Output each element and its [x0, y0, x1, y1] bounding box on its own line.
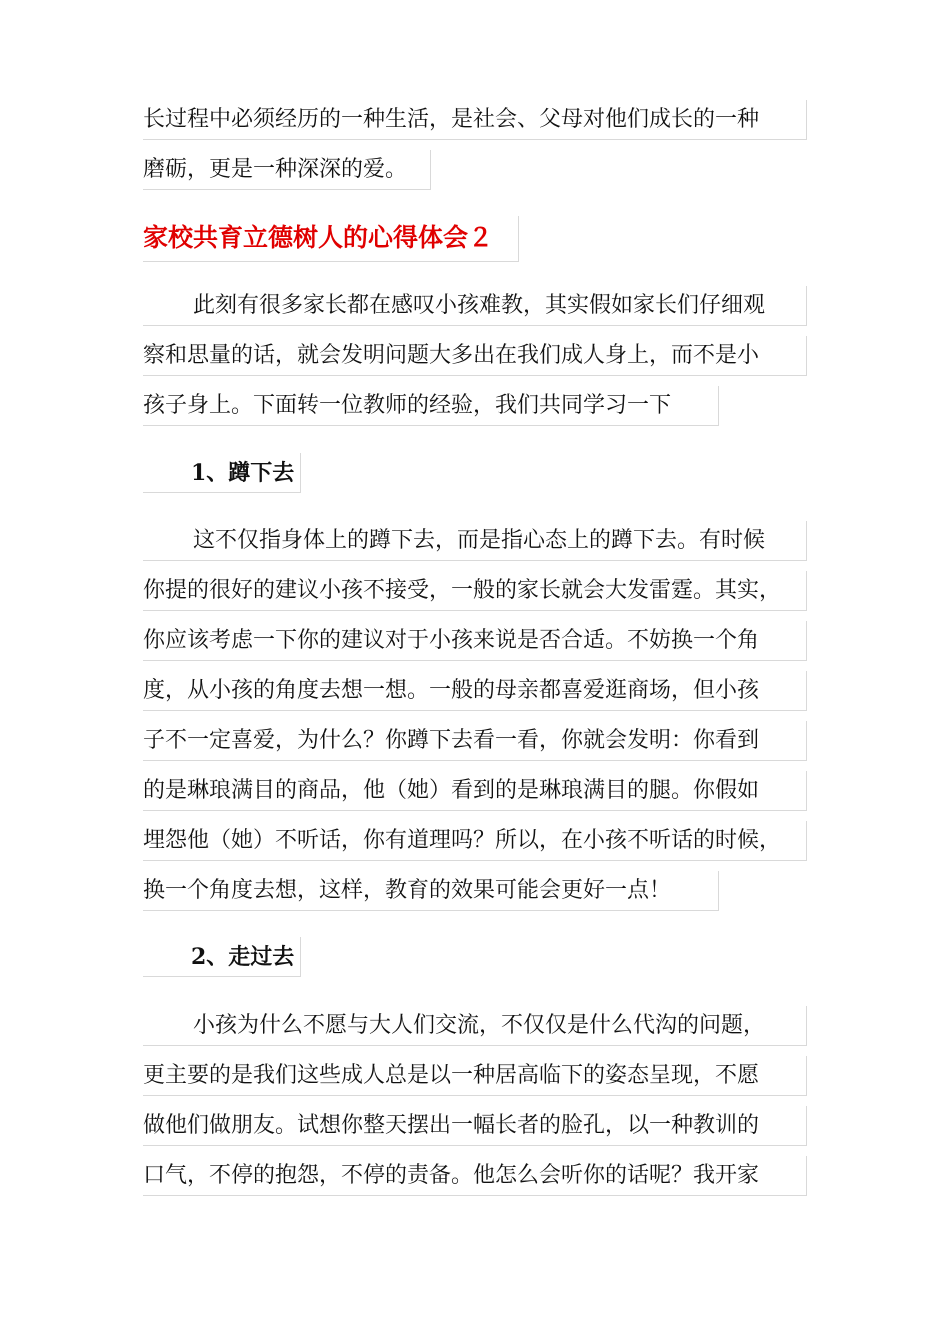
- intro-line: 长过程中必须经历的一种生活，是社会、父母对他们成长的一种: [143, 100, 807, 140]
- paragraph-line: 的是琳琅满目的商品，他（她）看到的是琳琅满目的腿。你假如: [143, 771, 807, 811]
- paragraph-line: 此刻有很多家长都在感叹小孩难教，其实假如家长们仔细观: [143, 286, 807, 326]
- paragraph-line: 更主要的是我们这些成人总是以一种居高临下的姿态呈现，不愿: [143, 1056, 807, 1096]
- paragraph-line: 小孩为什么不愿与大人们交流，不仅仅是什么代沟的问题，: [143, 1006, 807, 1046]
- paragraph-line: 换一个角度去想，这样，教育的效果可能会更好一点！: [143, 871, 719, 911]
- subsection-title: 1、蹲下去: [143, 453, 301, 493]
- paragraph-line: 口气，不停的抱怨，不停的责备。他怎么会听你的话呢？我开家: [143, 1156, 807, 1196]
- paragraph-line: 你应该考虑一下你的建议对于小孩来说是否合适。不妨换一个角: [143, 621, 807, 661]
- paragraph-line: 孩子身上。下面转一位教师的经验，我们共同学习一下: [143, 386, 719, 426]
- paragraph-line: 这不仅指身体上的蹲下去，而是指心态上的蹲下去。有时候: [143, 521, 807, 561]
- section-heading: 家校共育立德树人的心得体会２: [143, 216, 519, 262]
- paragraph-line: 子不一定喜爱，为什么？你蹲下去看一看，你就会发明：你看到: [143, 721, 807, 761]
- paragraph-line: 你提的很好的建议小孩不接受，一般的家长就会大发雷霆。其实，: [143, 571, 807, 611]
- subsection-title: 2、走过去: [143, 937, 301, 977]
- paragraph-line: 做他们做朋友。试想你整天摆出一幅长者的脸孔，以一种教训的: [143, 1106, 807, 1146]
- paragraph-line: 埋怨他（她）不听话，你有道理吗？所以，在小孩不听话的时候，: [143, 821, 807, 861]
- paragraph-line: 察和思量的话，就会发明问题大多出在我们成人身上，而不是小: [143, 336, 807, 376]
- paragraph-line: 度，从小孩的角度去想一想。一般的母亲都喜爱逛商场，但小孩: [143, 671, 807, 711]
- intro-line: 磨砺，更是一种深深的爱。: [143, 150, 431, 190]
